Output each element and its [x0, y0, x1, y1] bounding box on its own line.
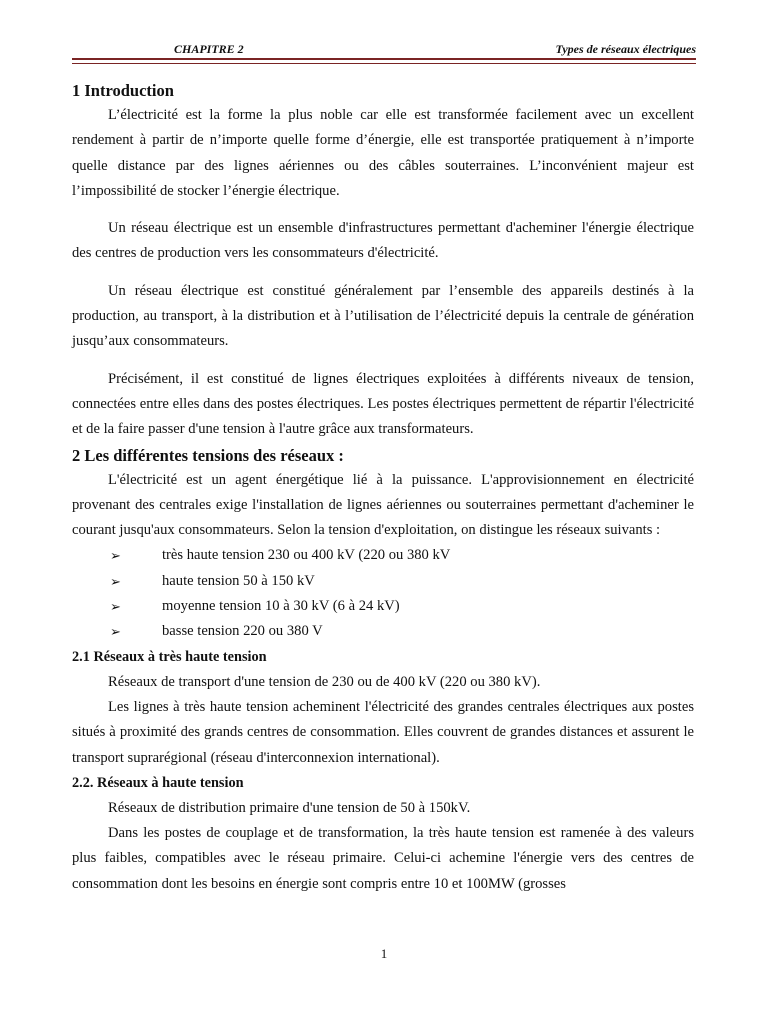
paragraph: L'électricité est un agent énergétique lié à la puissance. L'approvisionnement en électricité provenant des centrales exige l'installation de lignes aériennes ou souterraines permettant d'acheminer le courant jusqu'aux consommateurs. Selon la tension d'exploitation, on distingue les réseaux suivants : [72, 471, 694, 539]
list-item-text: moyenne tension 10 à 30 kV (6 à 24 kV) [162, 598, 400, 615]
paragraph: Précisément, il est constitué de lignes électriques exploitées à différents niveaux de tension, connectées entre elles dans des postes électriques. Les postes électriques permettent de répartir l'électricité et de la faire passer d'une tension à l'autre grâce aux transformateurs. [72, 370, 694, 438]
arrow-bullet-icon: ➢ [110, 599, 121, 615]
page-number: 1 [380, 946, 388, 961]
document-body [72, 78, 694, 897]
voltage-list [72, 543, 694, 644]
list-item [72, 543, 694, 568]
paragraph: Un réseau électrique est constitué généralement par l’ensemble des appareils destinés à la production, au transport, à la distribution et à l’utilisation de l’électricité depuis la centrale de génération jusqu’aux consommateurs. [72, 282, 694, 350]
list-item-text: haute tension 50 à 150 kV [162, 572, 315, 589]
arrow-bullet-icon: ➢ [110, 573, 121, 589]
list-item-text: très haute tension 230 ou 400 kV (220 ou 380 kV [162, 547, 451, 564]
subsection-title-ht: 2.2. Réseaux à haute tension [72, 774, 244, 791]
header-rule-thick [72, 58, 696, 60]
arrow-bullet-icon: ➢ [110, 624, 121, 640]
subsection-title-tht: 2.1 Réseaux à très haute tension [72, 648, 267, 665]
paragraph: Un réseau électrique est un ensemble d'infrastructures permettant d'acheminer l'énergie électrique des centres de production vers les consommateurs d'électricité. [72, 220, 694, 262]
paragraph: Les lignes à très haute tension acheminent l'électricité des grandes centrales électriques aux postes situés à proximité des grands centres de consommation. Elles couvrent de grandes distances et assurent le transport suprarégional (réseau d'interconnexion international). [72, 698, 694, 766]
arrow-bullet-icon: ➢ [110, 548, 121, 564]
list-item [72, 569, 694, 594]
paragraph: Réseaux de distribution primaire d'une tension de 50 à 150kV. [108, 799, 471, 816]
list-item [72, 594, 694, 619]
list-item-text: basse tension 220 ou 380 V [162, 623, 323, 640]
header-rule-thin [72, 63, 696, 64]
section-title-tensions: 2 Les différentes tensions des réseaux : [72, 445, 344, 465]
chapter-title: Types de réseaux électriques [555, 42, 696, 56]
paragraph: Dans les postes de couplage et de transformation, la très haute tension est ramenée à des valeurs plus faibles, compatibles avec le réseau primaire. Celui-ci achemine l'énergie vers des centres de consommation dont les besoins en énergie sont compris entre 10 et 100MW (grosses [72, 825, 694, 892]
paragraph: Réseaux de transport d'une tension de 230 ou de 400 kV (220 ou 380 kV). [108, 673, 541, 690]
paragraph: L’électricité est la forme la plus noble car elle est transformée facilement avec un excellent rendement à partir de n’importe quelle forme d’énergie, elle est transportée pratiquement à n’importe quelle distance par des lignes aériennes ou des câbles souterraines. L’inconvénient majeur est l’impossibilité de stocker l’énergie électrique. [72, 107, 694, 199]
chapter-label: CHAPITRE 2 [174, 42, 244, 56]
section-title-introduction: 1 Introduction [72, 81, 174, 100]
list-item [72, 619, 694, 644]
